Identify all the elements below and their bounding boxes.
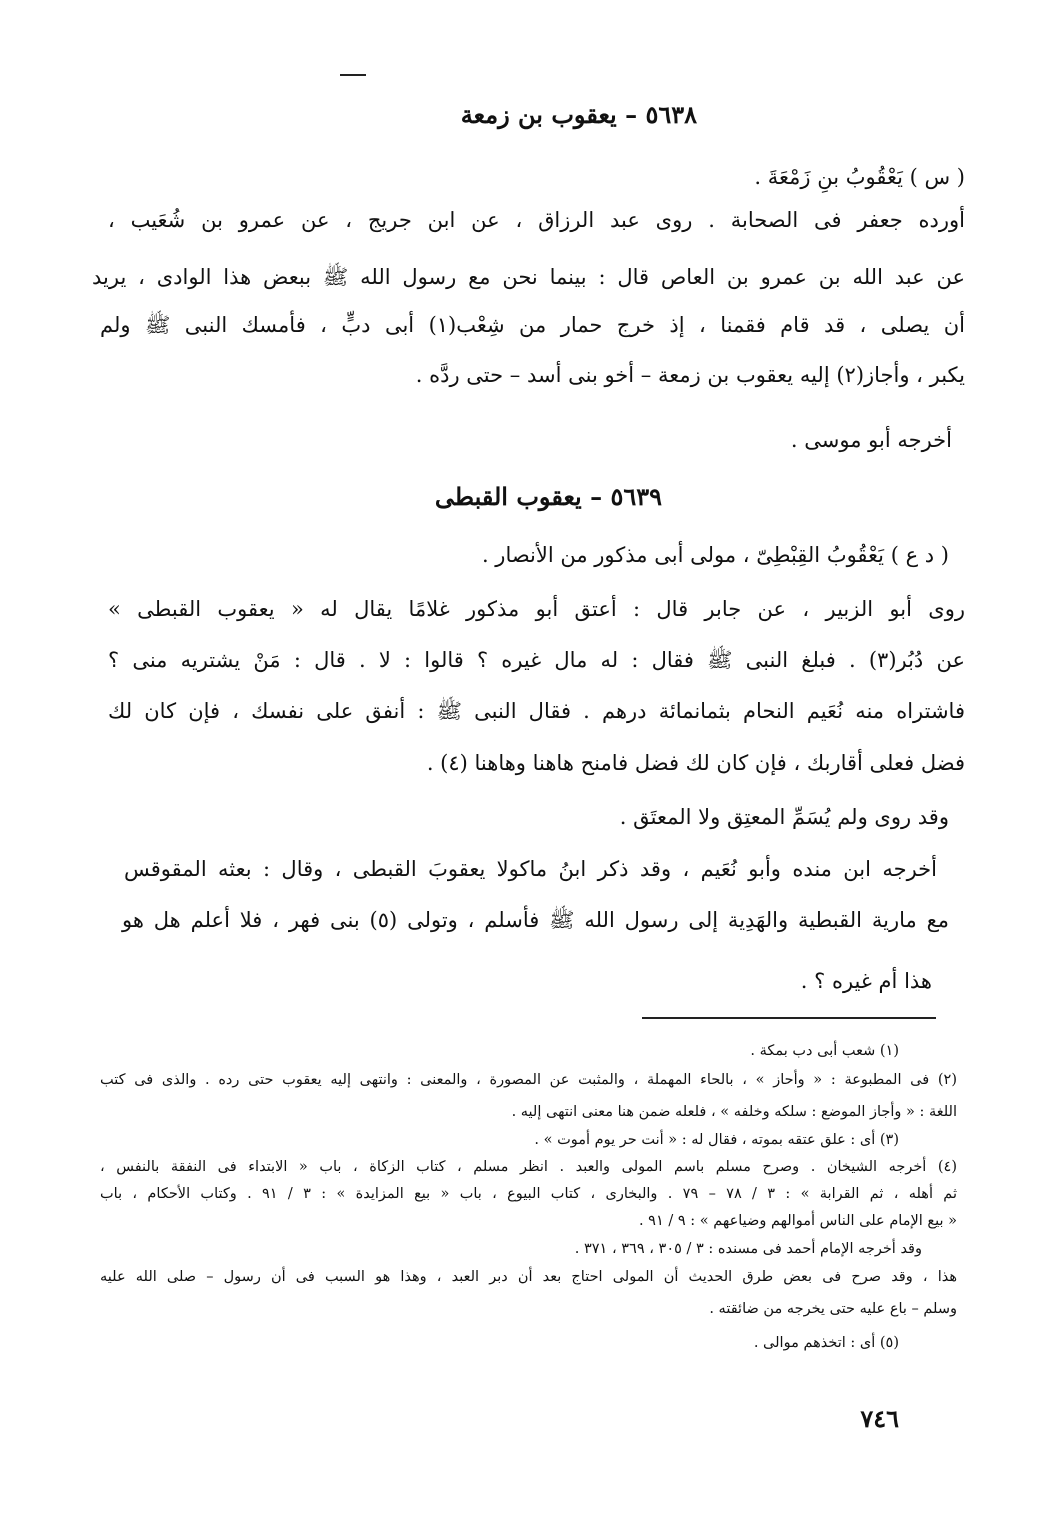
entry-line: أن يصلى ، قد قام فقمنا ، إذ خرج حمار من شِعْب(١) أبى دبٍّ ، فأمسك النبى ﷺ ولم	[100, 313, 965, 337]
footnote: (٢) فى المطبوعة : « وأحاز » ، بالحاء المهملة ، والمثبت عن المصورة ، والمعنى : وانتهى إليه يعقوب حتى رده . والذى فى كتب	[100, 1072, 957, 1088]
entry-line: فضل فعلى أقاربك ، فإن كان لك فضل فامنح هاهنا وهاهنا (٤) .	[426, 751, 965, 775]
footnote-continuation: وقد أخرجه الإمام أحمد فى مسنده : ٣ / ٣٠٥ ، ٣٦٩ ، ٣٧١ .	[574, 1241, 922, 1257]
entry-line: روى أبو الزبير ، عن جابر قال : أعتق أبو مذكور غلامًا يقال له « يعقوب القبطى »	[108, 597, 965, 621]
footnote: (٣) أى : علق عتقه بموته ، فقال له : « أنت حر يوم أموت » .	[534, 1132, 899, 1148]
footnote: (١) شعب أبى دب بمكة .	[750, 1043, 899, 1059]
entry-line: مع مارية القبطية والهَدِية إلى رسول الله ﷺ فأسلم ، وتولى (٥) بنى فهر ، فلا أعلم هل هو	[122, 908, 950, 932]
entry-line: ( د ع ) يَعْقُوبُ القِبْطِىّ ، مولى أبى مذكور من الأنصار .	[481, 543, 949, 567]
page-number: ٧٤٦	[860, 1404, 899, 1433]
entry-line: يكبر ، وأجاز(٢) إليه يعقوب بن زمعة – أخو بنى أسد – حتى ردَّه .	[415, 363, 965, 387]
footnote-separator	[642, 1017, 936, 1019]
header-rule	[340, 74, 366, 76]
entry-line: أورده جعفر فى الصحابة . روى عبد الرزاق ، عن ابن جريج ، عن عمرو بن شُعَيب ،	[108, 208, 965, 232]
entry-heading-5638: ٥٦٣٨ – يعقوب بن زمعة	[460, 100, 697, 129]
footnote: (٥) أى : اتخذهم موالى .	[753, 1335, 899, 1351]
footnote-continuation: « بيع الإمام على الناس أموالهم وضياعهم » : ٩ / ٩١ .	[638, 1213, 957, 1229]
footnote-continuation: اللغة : « وأجاز الموضع : سلكه وخلفه » ، فلعله ضمن هنا معنى انتهى إليه .	[511, 1104, 957, 1120]
footnote-continuation: هذا ، وقد صرح فى بعض طرق الحديث أن المولى احتاج بعد أن دبر العبد ، وهذا هو السبب فى أن رسول – صلى الله عليه	[100, 1269, 957, 1285]
entry-line: هذا أم غيره ؟ .	[800, 969, 932, 993]
entry-line: أخرجه ابن منده وأبو نُعَيم ، وقد ذكر ابنُ ماكولا يعقوبَ القبطى ، وقال : بعثه المقوقس	[124, 857, 937, 881]
entry-heading-5639: ٥٦٣٩ – يعقوب القبطى	[434, 482, 662, 511]
footnote-continuation: ثم أهله ، ثم القرابة » : ٣ / ٧٨ – ٧٩ . والبخارى ، كتاب البيوع ، باب « بيع المزايدة » : ٣ / ٩١ . وكتاب الأحكام ، باب	[100, 1186, 957, 1202]
entry-line: وقد روى ولم يُسَمِّ المعتِق ولا المعتَق .	[619, 805, 949, 829]
footnote: (٤) أخرجه الشيخان . وصرح مسلم باسم المولى والعبد . انظر مسلم ، كتاب الزكاة ، باب « الابتداء فى النفقة بالنفس ،	[100, 1159, 957, 1175]
entry-line: فاشتراه منه نُعَيم النحام بثمانمائة درهم . فقال النبى ﷺ : أنفق على نفسك ، فإن كان لك	[108, 699, 965, 723]
entry-line: أخرجه أبو موسى .	[790, 428, 952, 452]
entry-line: ( س ) يَعْقُوبُ بنِ زَمْعَةَ .	[754, 165, 965, 189]
footnote-continuation: وسلم – باع عليه حتى يخرجه من ضائقته .	[709, 1301, 957, 1317]
entry-line: عن عبد الله بن عمرو بن العاص قال : بينما نحن مع رسول الله ﷺ ببعض هذا الوادى ، يريد	[92, 265, 965, 289]
entry-line: عن دُبُر(٣) . فبلغ النبى ﷺ فقال : له مال غيره ؟ قالوا : لا . قال : مَنْ يشتريه منى ؟	[108, 648, 965, 672]
